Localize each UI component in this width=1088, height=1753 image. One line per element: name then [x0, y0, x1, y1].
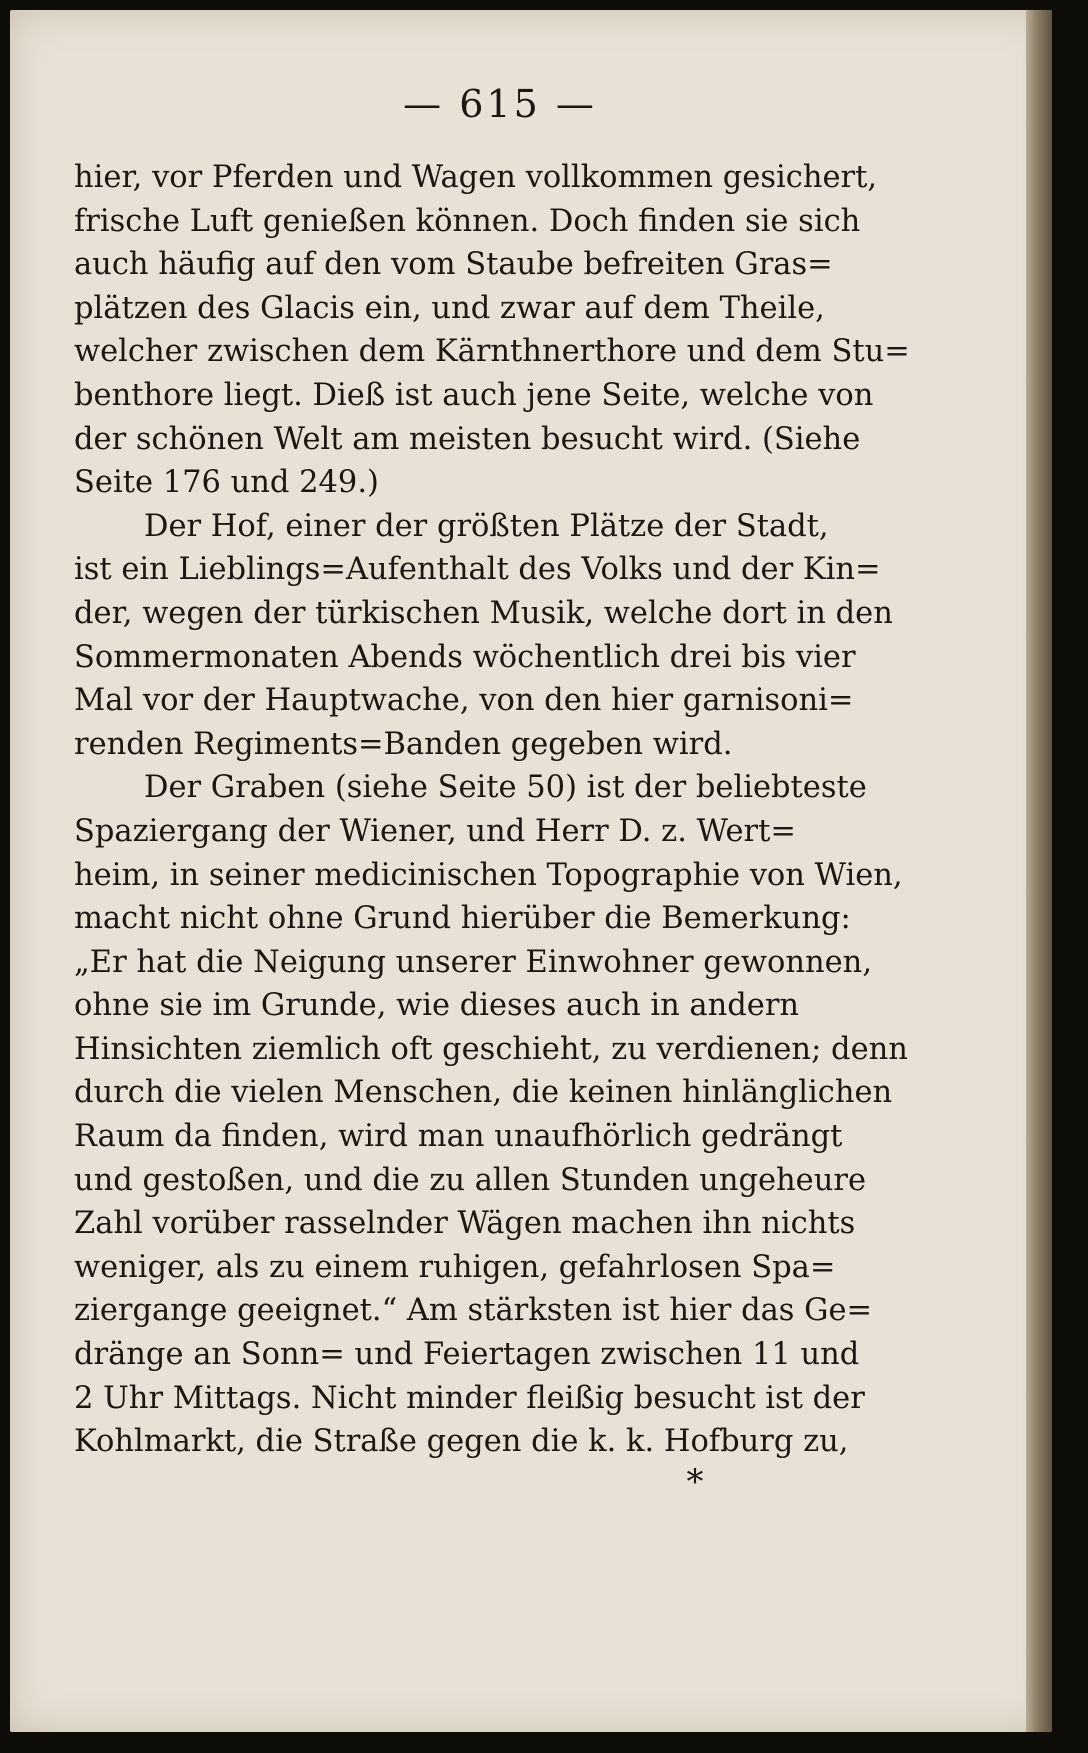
text-line: ziergange geeignet.“ Am stärksten ist hier das Ge=	[74, 1293, 873, 1329]
text-line: Zahl vorüber rasselnder Wägen machen ihn nichts	[74, 1206, 856, 1242]
paragraph-start-line: Der Hof, einer der größten Plätze der Stadt,	[144, 508, 829, 544]
text-line: Kohlmarkt, die Straße gegen die k. k. Hofburg zu,	[74, 1424, 849, 1460]
signature-mark: *	[686, 1462, 704, 1502]
paragraph-start-line: Der Graben (siehe Seite 50) ist der beliebteste	[144, 770, 867, 806]
text-line: der, wegen der türkischen Musik, welche dort in den	[74, 595, 893, 631]
text-line: Seite 176 und 249.)	[74, 465, 379, 501]
text-line: Sommermonaten Abends wöchentlich drei bis vier	[74, 639, 856, 675]
text-line: 2 Uhr Mittags. Nicht minder fleißig besucht ist der	[74, 1380, 865, 1416]
text-line: weniger, als zu einem ruhigen, gefahrlosen Spa=	[74, 1249, 836, 1285]
text-line: hier, vor Pferden und Wagen vollkommen gesichert,	[74, 160, 878, 195]
body-text	[74, 156, 910, 1464]
text-line: Hinsichten ziemlich oft geschieht, zu verdienen; denn	[74, 1031, 908, 1067]
text-line: auch häufig auf den vom Staube befreiten Gras=	[74, 247, 833, 283]
text-line: plätzen des Glacis ein, und zwar auf dem Theile,	[74, 290, 825, 326]
text-line: frische Luft genießen können. Doch finden sie sich	[74, 203, 861, 239]
text-line: der schönen Welt am meisten besucht wird. (Siehe	[74, 421, 861, 457]
text-line: macht nicht ohne Grund hierüber die Bemerkung:	[74, 901, 851, 937]
text-line: benthore liegt. Dieß ist auch jene Seite, welche von	[74, 377, 874, 413]
text-line: durch die vielen Menschen, die keinen hinlänglichen	[74, 1075, 893, 1111]
text-line: Spaziergang der Wiener, und Herr D. z. Wert=	[74, 813, 796, 849]
text-line: welcher zwischen dem Kärnthnerthore und dem Stu=	[74, 334, 910, 370]
text-line: „Er hat die Neigung unserer Einwohner gewonnen,	[74, 944, 873, 980]
book-page	[10, 10, 1052, 1732]
page-number: — 615 —	[403, 82, 597, 126]
text-line: dränge an Sonn= und Feiertagen zwischen 11 und	[74, 1337, 860, 1373]
text-line: renden Regiments=Banden gegeben wird.	[74, 726, 733, 762]
text-line: Raum da finden, wird man unaufhörlich gedrängt	[74, 1119, 843, 1155]
text-line: Mal vor der Hauptwache, von den hier garnisoni=	[74, 683, 854, 719]
text-line: ohne sie im Grunde, wie dieses auch in andern	[74, 988, 800, 1024]
text-line: ist ein Lieblings=Aufenthalt des Volks und der Kin=	[74, 552, 881, 588]
text-line: heim, in seiner medicinischen Topographie von Wien,	[74, 857, 903, 893]
text-line: und gestoßen, und die zu allen Stunden ungeheure	[74, 1162, 867, 1198]
